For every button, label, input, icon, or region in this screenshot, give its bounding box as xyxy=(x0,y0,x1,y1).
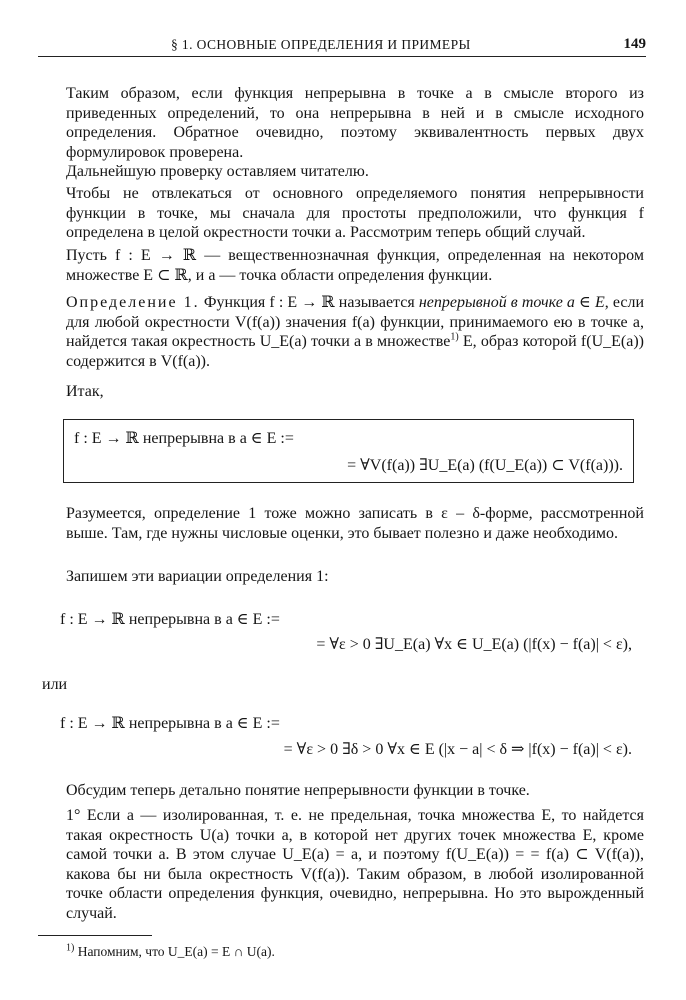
formula-2-line-2: = ∀ε > 0 ∃U_E(a) ∀x ∈ U_E(a) (|f(x) − f(a)| < ε), xyxy=(316,636,632,653)
paragraph-epsilon-delta: Разумеется, определение 1 тоже можно записать в ε – δ-форме, рассмотренной выше. Там, где нужны числовые оценки, это бывает полезно и даже необходимо. xyxy=(66,505,644,542)
word-ili: или xyxy=(42,676,68,693)
paragraph-variations: Запишем эти вариации определения 1: xyxy=(66,568,329,585)
footnote-text: Напомним, что U_E(a) = E ∩ U(a). xyxy=(74,944,275,959)
definition-term: непрерывной в точке a ∈ E xyxy=(418,294,605,311)
paragraph-general-case: Чтобы не отвлекаться от основного определяемого понятия непрерывности функции в точке, мы сначала для простоты предположили, что функция f определена в целой окрестности точки a. Рассмотрим теперь общий случай. xyxy=(66,185,644,241)
footnote-separator xyxy=(38,935,152,936)
footnote-mark: 1) xyxy=(66,942,75,954)
paragraph-equivalence: Таким образом, если функция непрерывна в точке a в смысле второго из приведенных определений, то она непрерывна в ней и в смысле исходного определения. Обратное очевидно, поэтому эквивалентность первых двух формулировок проверена. xyxy=(66,85,644,161)
definition-label: Определение 1. xyxy=(66,294,200,311)
footnote xyxy=(66,944,275,960)
boxed-formula-line-2: = ∀V(f(a)) ∃U_E(a) (f(U_E(a)) ⊂ V(f(a))). xyxy=(347,457,623,474)
paragraph-itak: Итак, xyxy=(66,383,104,400)
formula-2-line-1: f : E → ℝ непрерывна в a ∈ E := xyxy=(60,611,280,628)
definition-text-a: Функция f : E → ℝ называется xyxy=(203,294,419,311)
boxed-formula-line-1: f : E → ℝ непрерывна в a ∈ E := xyxy=(74,430,294,447)
running-header xyxy=(38,36,646,57)
formula-3-line-1: f : E → ℝ непрерывна в a ∈ E := xyxy=(60,715,280,732)
paragraph-isolated-point: 1° Если a — изолированная, т. е. не предельная, точка множества E, то найдется такая окрестность U(a) точки a, в которой нет других точек множества E, кроме самой точки a. В этом случае U_E(a) = a, и поэтому f(U_E(a)) = = f(a) ⊂ V(f(a)), какова бы ни была окрестность V(f(a)). Таким образом, в любой изолированной точке области определения функция, очевидно, непрерывна. Но это вырожденный случай. xyxy=(66,807,644,922)
page-number: 149 xyxy=(623,36,646,52)
section-title: § 1. ОСНОВНЫЕ ОПРЕДЕЛЕНИЯ И ПРИМЕРЫ xyxy=(171,37,471,52)
definition-text-b: , если для любой окрестности V(f(a)) значения f(a) функции, принимаемого ею в точке a, найдется такая окрестность U_E(a) точки a в множестве xyxy=(66,294,645,350)
footnote-reference: 1) xyxy=(450,331,459,343)
paragraph-discussion: Обсудим теперь детально понятие непрерывности функции в точке. xyxy=(66,782,530,799)
formula-3-line-2: = ∀ε > 0 ∃δ > 0 ∀x ∈ E (|x − a| < δ ⇒ |f(x) − f(a)| < ε). xyxy=(283,741,632,758)
definition-1 xyxy=(66,293,644,371)
definition-text-c: E, образ которой f(U_E(a)) содержится в V(f(a)). xyxy=(66,333,645,370)
boxed-definition-formula xyxy=(63,419,634,483)
paragraph-let-f: Пусть f : E → ℝ — вещественнозначная функция, определенная на некотором множестве E ⊂ ℝ, и a — точка области определения функции. xyxy=(66,247,644,284)
paragraph-further-check: Дальнейшую проверку оставляем читателю. xyxy=(66,163,369,180)
